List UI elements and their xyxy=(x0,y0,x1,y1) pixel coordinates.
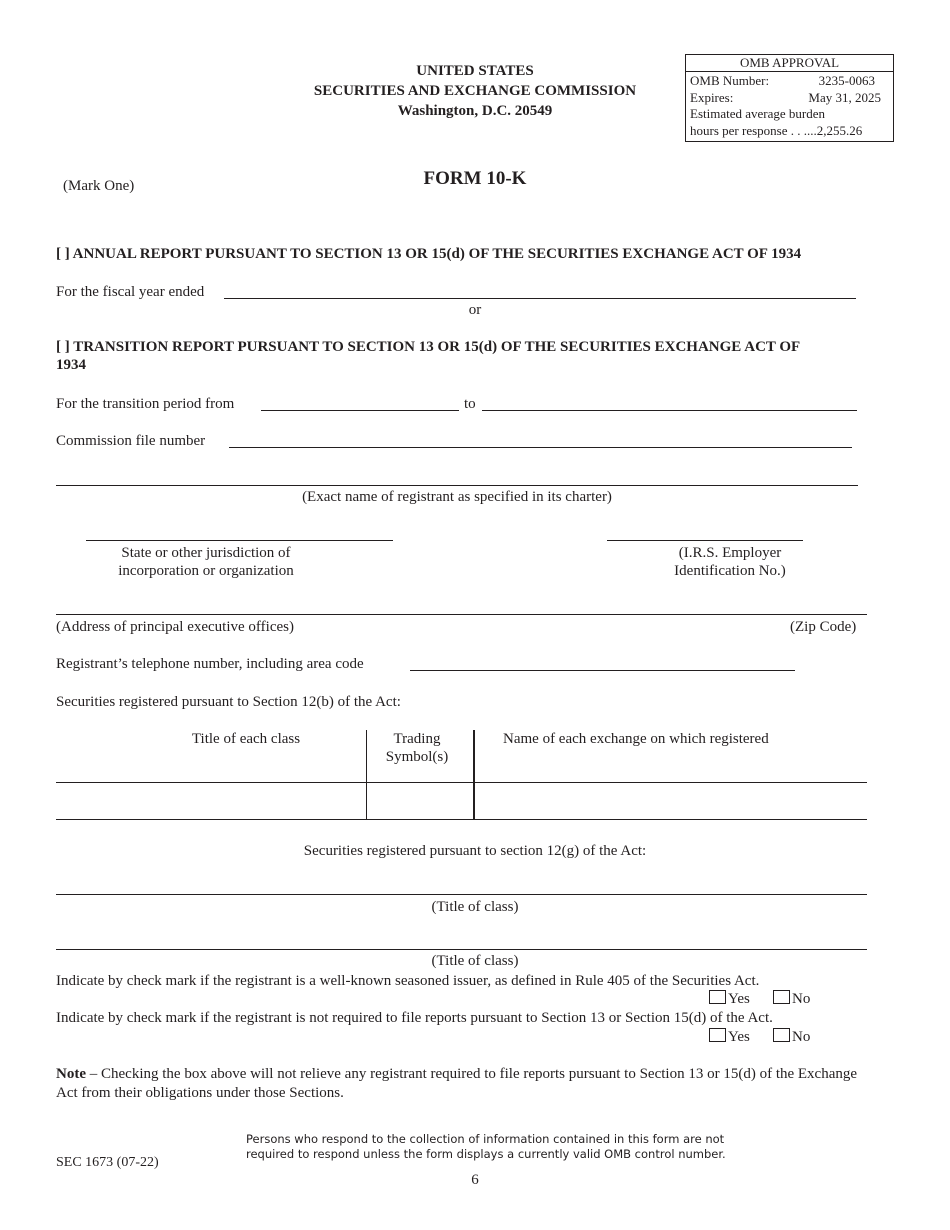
transition-from-field[interactable] xyxy=(261,410,459,411)
zip-caption: (Zip Code) xyxy=(790,619,857,635)
transition-report-option-cont: 1934 xyxy=(56,357,86,373)
registrant-name-caption: (Exact name of registrant as specified in its charter) xyxy=(302,489,612,505)
omb-burden-line1: Estimated average burden xyxy=(690,106,825,121)
not-required-yes-checkbox[interactable] xyxy=(709,1028,726,1042)
mark-one-label: (Mark One) xyxy=(63,178,135,194)
omb-expires-value: May 31, 2025 xyxy=(808,90,881,105)
table-row-2-line[interactable] xyxy=(56,819,867,820)
section-12b-label: Securities registered pursuant to Section 12(b) of the Act: xyxy=(56,694,401,710)
not-required-yes-label: Yes xyxy=(728,1029,750,1045)
table-header-trading-symbol-line2: Symbol(s) xyxy=(385,749,449,765)
address-caption: (Address of principal executive offices) xyxy=(56,619,294,635)
note-text-line1: – Checking the box above will not relieve any registrant required to file reports pursuant to Section 13 or 15(d) of the Exchange xyxy=(86,1066,858,1082)
not-required-no-option[interactable] xyxy=(773,1028,810,1046)
state-jurisdiction-field[interactable] xyxy=(86,540,393,541)
registrant-name-field[interactable] xyxy=(56,485,858,486)
wksi-no-option[interactable] xyxy=(773,990,810,1008)
telephone-label: Registrant’s telephone number, including area code xyxy=(56,656,364,672)
commission-file-label: Commission file number xyxy=(56,433,206,449)
transition-period-label: For the transition period from xyxy=(56,396,235,412)
table-row-1-line[interactable] xyxy=(56,782,867,783)
fiscal-year-field[interactable] xyxy=(224,298,856,299)
title-of-class-caption-2: (Title of class) xyxy=(431,953,519,969)
section-12g-class-field-2[interactable] xyxy=(56,949,867,950)
omb-approval-box xyxy=(685,54,894,142)
irs-employer-id-field[interactable] xyxy=(607,540,803,541)
irs-caption-line2: Identification No.) xyxy=(674,563,786,579)
or-separator: or xyxy=(468,302,482,318)
fiscal-year-label: For the fiscal year ended xyxy=(56,284,205,300)
not-required-yes-option[interactable] xyxy=(709,1028,750,1046)
not-required-no-label: No xyxy=(792,1029,811,1045)
omb-number-value: 3235-0063 xyxy=(818,73,875,88)
omb-expires-label: Expires: xyxy=(690,90,734,105)
not-required-no-checkbox[interactable] xyxy=(773,1028,790,1042)
address-field[interactable] xyxy=(56,614,867,615)
table-header-exchange: Name of each exchange on which registered xyxy=(503,731,769,747)
wksi-yes-label: Yes xyxy=(728,991,750,1007)
agency-country: UNITED STATES xyxy=(416,63,534,79)
transition-to-field[interactable] xyxy=(482,410,857,411)
wksi-question: Indicate by check mark if the registrant is a well-known seasoned issuer, as defined in Rule 405 of the Securities Act. xyxy=(56,973,760,989)
page-number: 6 xyxy=(471,1172,479,1188)
table-header-trading-symbol-line1: Trading xyxy=(393,731,441,747)
note-label: Note xyxy=(56,1066,86,1082)
omb-number-label: OMB Number: xyxy=(690,73,770,88)
transition-to-label: to xyxy=(464,396,476,412)
omb-approval-title: OMB APPROVAL xyxy=(686,55,893,72)
omb-expires-row xyxy=(690,90,881,105)
not-required-question: Indicate by check mark if the registrant is not required to file reports pursuant to Section 13 or Section 15(d) of the Act. xyxy=(56,1010,773,1026)
disclaimer-line1: Persons who respond to the collection of information contained in this form are not xyxy=(246,1132,725,1146)
commission-file-field[interactable] xyxy=(229,447,852,448)
transition-report-option[interactable]: [ ] TRANSITION REPORT PURSUANT TO SECTION 13 OR 15(d) OF THE SECURITIES EXCHANGE ACT OF xyxy=(56,339,801,355)
disclaimer-line2: required to respond unless the form displays a currently valid OMB control number. xyxy=(246,1147,726,1161)
section-12g-label: Securities registered pursuant to section 12(g) of the Act: xyxy=(303,843,647,859)
annual-report-option[interactable]: [ ] ANNUAL REPORT PURSUANT TO SECTION 13 OR 15(d) OF THE SECURITIES EXCHANGE ACT OF 1934 xyxy=(56,246,802,262)
table-header-title-of-class: Title of each class xyxy=(191,731,301,747)
state-caption-line1: State or other jurisdiction of xyxy=(121,545,291,561)
agency-address: Washington, D.C. 20549 xyxy=(397,103,553,119)
telephone-field[interactable] xyxy=(410,670,795,671)
title-of-class-caption-1: (Title of class) xyxy=(431,899,519,915)
table-divider-1 xyxy=(366,730,367,820)
sec-form-number: SEC 1673 (07-22) xyxy=(56,1155,159,1170)
table-divider-2 xyxy=(473,730,475,820)
irs-caption-line1: (I.R.S. Employer xyxy=(678,545,782,561)
wksi-yes-checkbox[interactable] xyxy=(709,990,726,1004)
wksi-no-checkbox[interactable] xyxy=(773,990,790,1004)
wksi-no-label: No xyxy=(792,991,811,1007)
state-caption-line2: incorporation or organization xyxy=(118,563,294,579)
agency-name: SECURITIES AND EXCHANGE COMMISSION xyxy=(313,83,637,99)
omb-number-row xyxy=(690,73,881,88)
form-title: FORM 10-K xyxy=(423,168,527,189)
omb-burden-line2: hours per response . . ....2,255.26 xyxy=(690,123,863,138)
note-paragraph xyxy=(56,1065,857,1083)
section-12g-class-field-1[interactable] xyxy=(56,894,867,895)
note-text-line2: Act from their obligations under those Sections. xyxy=(56,1085,344,1101)
wksi-yes-option[interactable] xyxy=(709,990,750,1008)
